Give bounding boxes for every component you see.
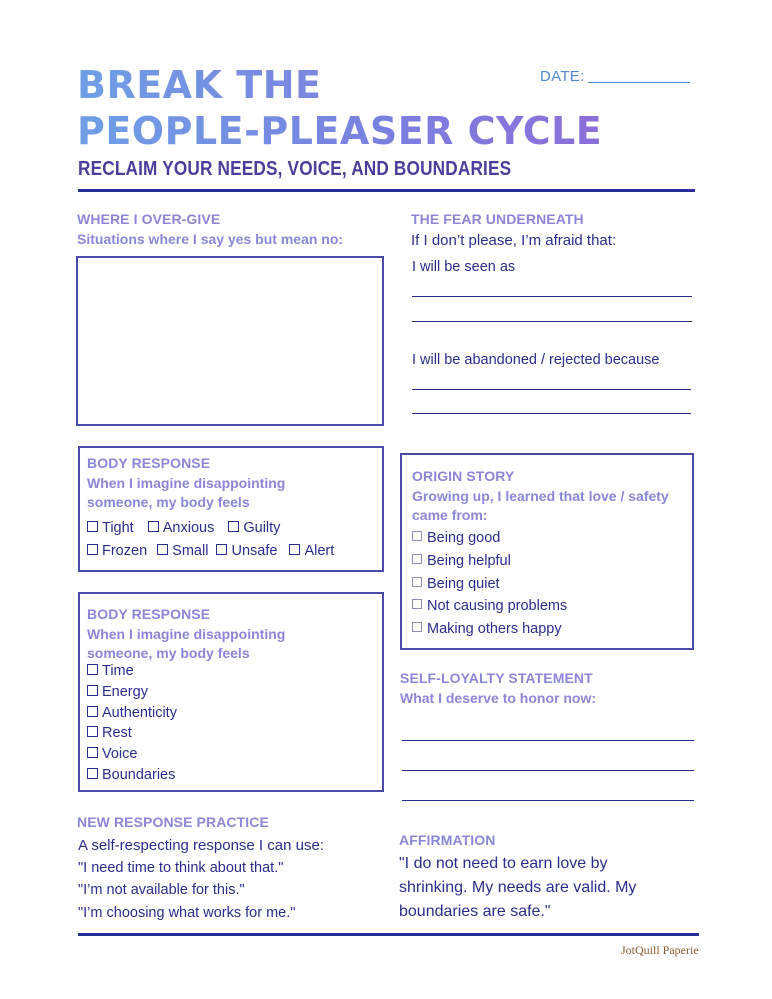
fear-seen-as-label: I will be seen as <box>412 259 516 275</box>
over-give-writing-box[interactable] <box>76 256 384 426</box>
checkbox-boundaries[interactable] <box>87 767 175 783</box>
origin-item-label: Being quiet <box>427 576 500 592</box>
origin-item-being-helpful[interactable] <box>412 553 511 569</box>
checkbox-anxious[interactable] <box>148 520 215 536</box>
over-give-prompt: Situations where I say yes but mean no: <box>77 231 344 247</box>
checkbox-voice[interactable] <box>87 746 137 762</box>
title-line-1: BREAK THE <box>77 63 322 107</box>
checkbox-authenticity[interactable] <box>87 705 177 721</box>
checkbox-label: Unsafe <box>231 543 278 559</box>
affirmation-heading: AFFIRMATION <box>399 832 496 848</box>
checkbox-label: Authenticity <box>102 705 177 721</box>
title-line-2: PEOPLE-PLEASER CYCLE <box>77 109 603 153</box>
origin-item-being-good[interactable] <box>412 530 500 546</box>
footer-divider <box>78 933 699 936</box>
new-response-line-3: "I’m choosing what works for me." <box>78 905 296 921</box>
origin-story-prompt: Growing up, I learned that love / safety came from: <box>412 488 669 523</box>
checkbox-label: Time <box>102 663 134 679</box>
checkbox-label: Alert <box>304 543 335 559</box>
self-loyalty-prompt: What I deserve to honor now: <box>400 690 597 706</box>
checkbox-tight[interactable] <box>87 520 134 536</box>
origin-story-box <box>400 453 694 650</box>
origin-item-making-others-happy[interactable] <box>412 621 562 637</box>
self-loyalty-line-2[interactable] <box>402 770 694 771</box>
checkbox-label: Voice <box>102 746 138 762</box>
checkbox-label: Guilty <box>243 520 281 536</box>
self-loyalty-line-1[interactable] <box>402 740 694 741</box>
body-response-1-heading: BODY RESPONSE <box>87 455 211 471</box>
new-response-prompt: A self-respecting response I can use: <box>78 837 324 854</box>
body-response-1-row-1 <box>87 520 280 536</box>
body-response-2-prompt: When I imagine disappointing someone, my body feels <box>87 626 286 661</box>
date-field[interactable] <box>588 82 690 83</box>
origin-story-heading: ORIGIN STORY <box>412 468 515 484</box>
subtitle: RECLAIM YOUR NEEDS, VOICE, AND BOUNDARIES <box>78 158 512 180</box>
fear-prompt: If I don’t please, I’m afraid that: <box>411 232 617 249</box>
checkbox-guilty[interactable] <box>228 520 280 536</box>
checkbox-label: Boundaries <box>102 767 176 783</box>
checkbox-label: Anxious <box>162 520 215 536</box>
checkbox-unsafe[interactable] <box>216 543 277 559</box>
checkbox-rest[interactable] <box>87 725 132 741</box>
body-response-1-row-2 <box>87 543 334 559</box>
checkbox-time[interactable] <box>87 663 134 679</box>
fear-heading: THE FEAR UNDERNEATH <box>411 211 584 227</box>
self-loyalty-heading: SELF-LOYALTY STATEMENT <box>400 670 593 686</box>
new-response-line-2: "I’m not available for this." <box>78 882 245 898</box>
checkbox-alert[interactable] <box>289 543 334 559</box>
over-give-heading: WHERE I OVER-GIVE <box>77 211 221 227</box>
fear-seen-as-line-1[interactable] <box>412 296 692 297</box>
body-response-box-2 <box>78 592 384 792</box>
checkbox-label: Energy <box>102 684 148 700</box>
origin-item-label: Being helpful <box>427 553 511 569</box>
fear-abandoned-line-1[interactable] <box>412 389 691 390</box>
brand-name: JotQuill Paperie <box>621 943 699 957</box>
self-loyalty-line-3[interactable] <box>402 800 694 801</box>
origin-item-not-causing-problems[interactable] <box>412 598 567 614</box>
origin-item-being-quiet[interactable] <box>412 576 500 592</box>
new-response-line-1: "I need time to think about that." <box>78 860 284 876</box>
fear-abandoned-line-2[interactable] <box>412 413 691 414</box>
body-response-box-1 <box>78 446 384 572</box>
origin-item-label: Being good <box>427 530 501 546</box>
checkbox-label: Small <box>172 543 209 559</box>
header-divider <box>78 189 695 192</box>
checkbox-frozen[interactable] <box>87 543 147 559</box>
fear-abandoned-label: I will be abandoned / rejected because <box>412 352 660 368</box>
body-response-1-prompt: When I imagine disappointing someone, my body feels <box>87 475 286 510</box>
fear-seen-as-line-2[interactable] <box>412 321 692 322</box>
body-response-2-heading: BODY RESPONSE <box>87 606 211 622</box>
checkbox-label: Tight <box>102 520 134 536</box>
checkbox-small[interactable] <box>157 543 208 559</box>
checkbox-label: Frozen <box>102 543 148 559</box>
origin-item-label: Not causing problems <box>427 598 568 614</box>
affirmation-text: "I do not need to earn love by shrinking. My needs are valid. My boundaries are safe." <box>399 855 637 920</box>
checkbox-label: Rest <box>102 725 132 741</box>
checkbox-energy[interactable] <box>87 684 148 700</box>
new-response-heading: NEW RESPONSE PRACTICE <box>77 814 269 830</box>
date-label: DATE: <box>540 68 585 85</box>
origin-item-label: Making others happy <box>427 621 562 637</box>
